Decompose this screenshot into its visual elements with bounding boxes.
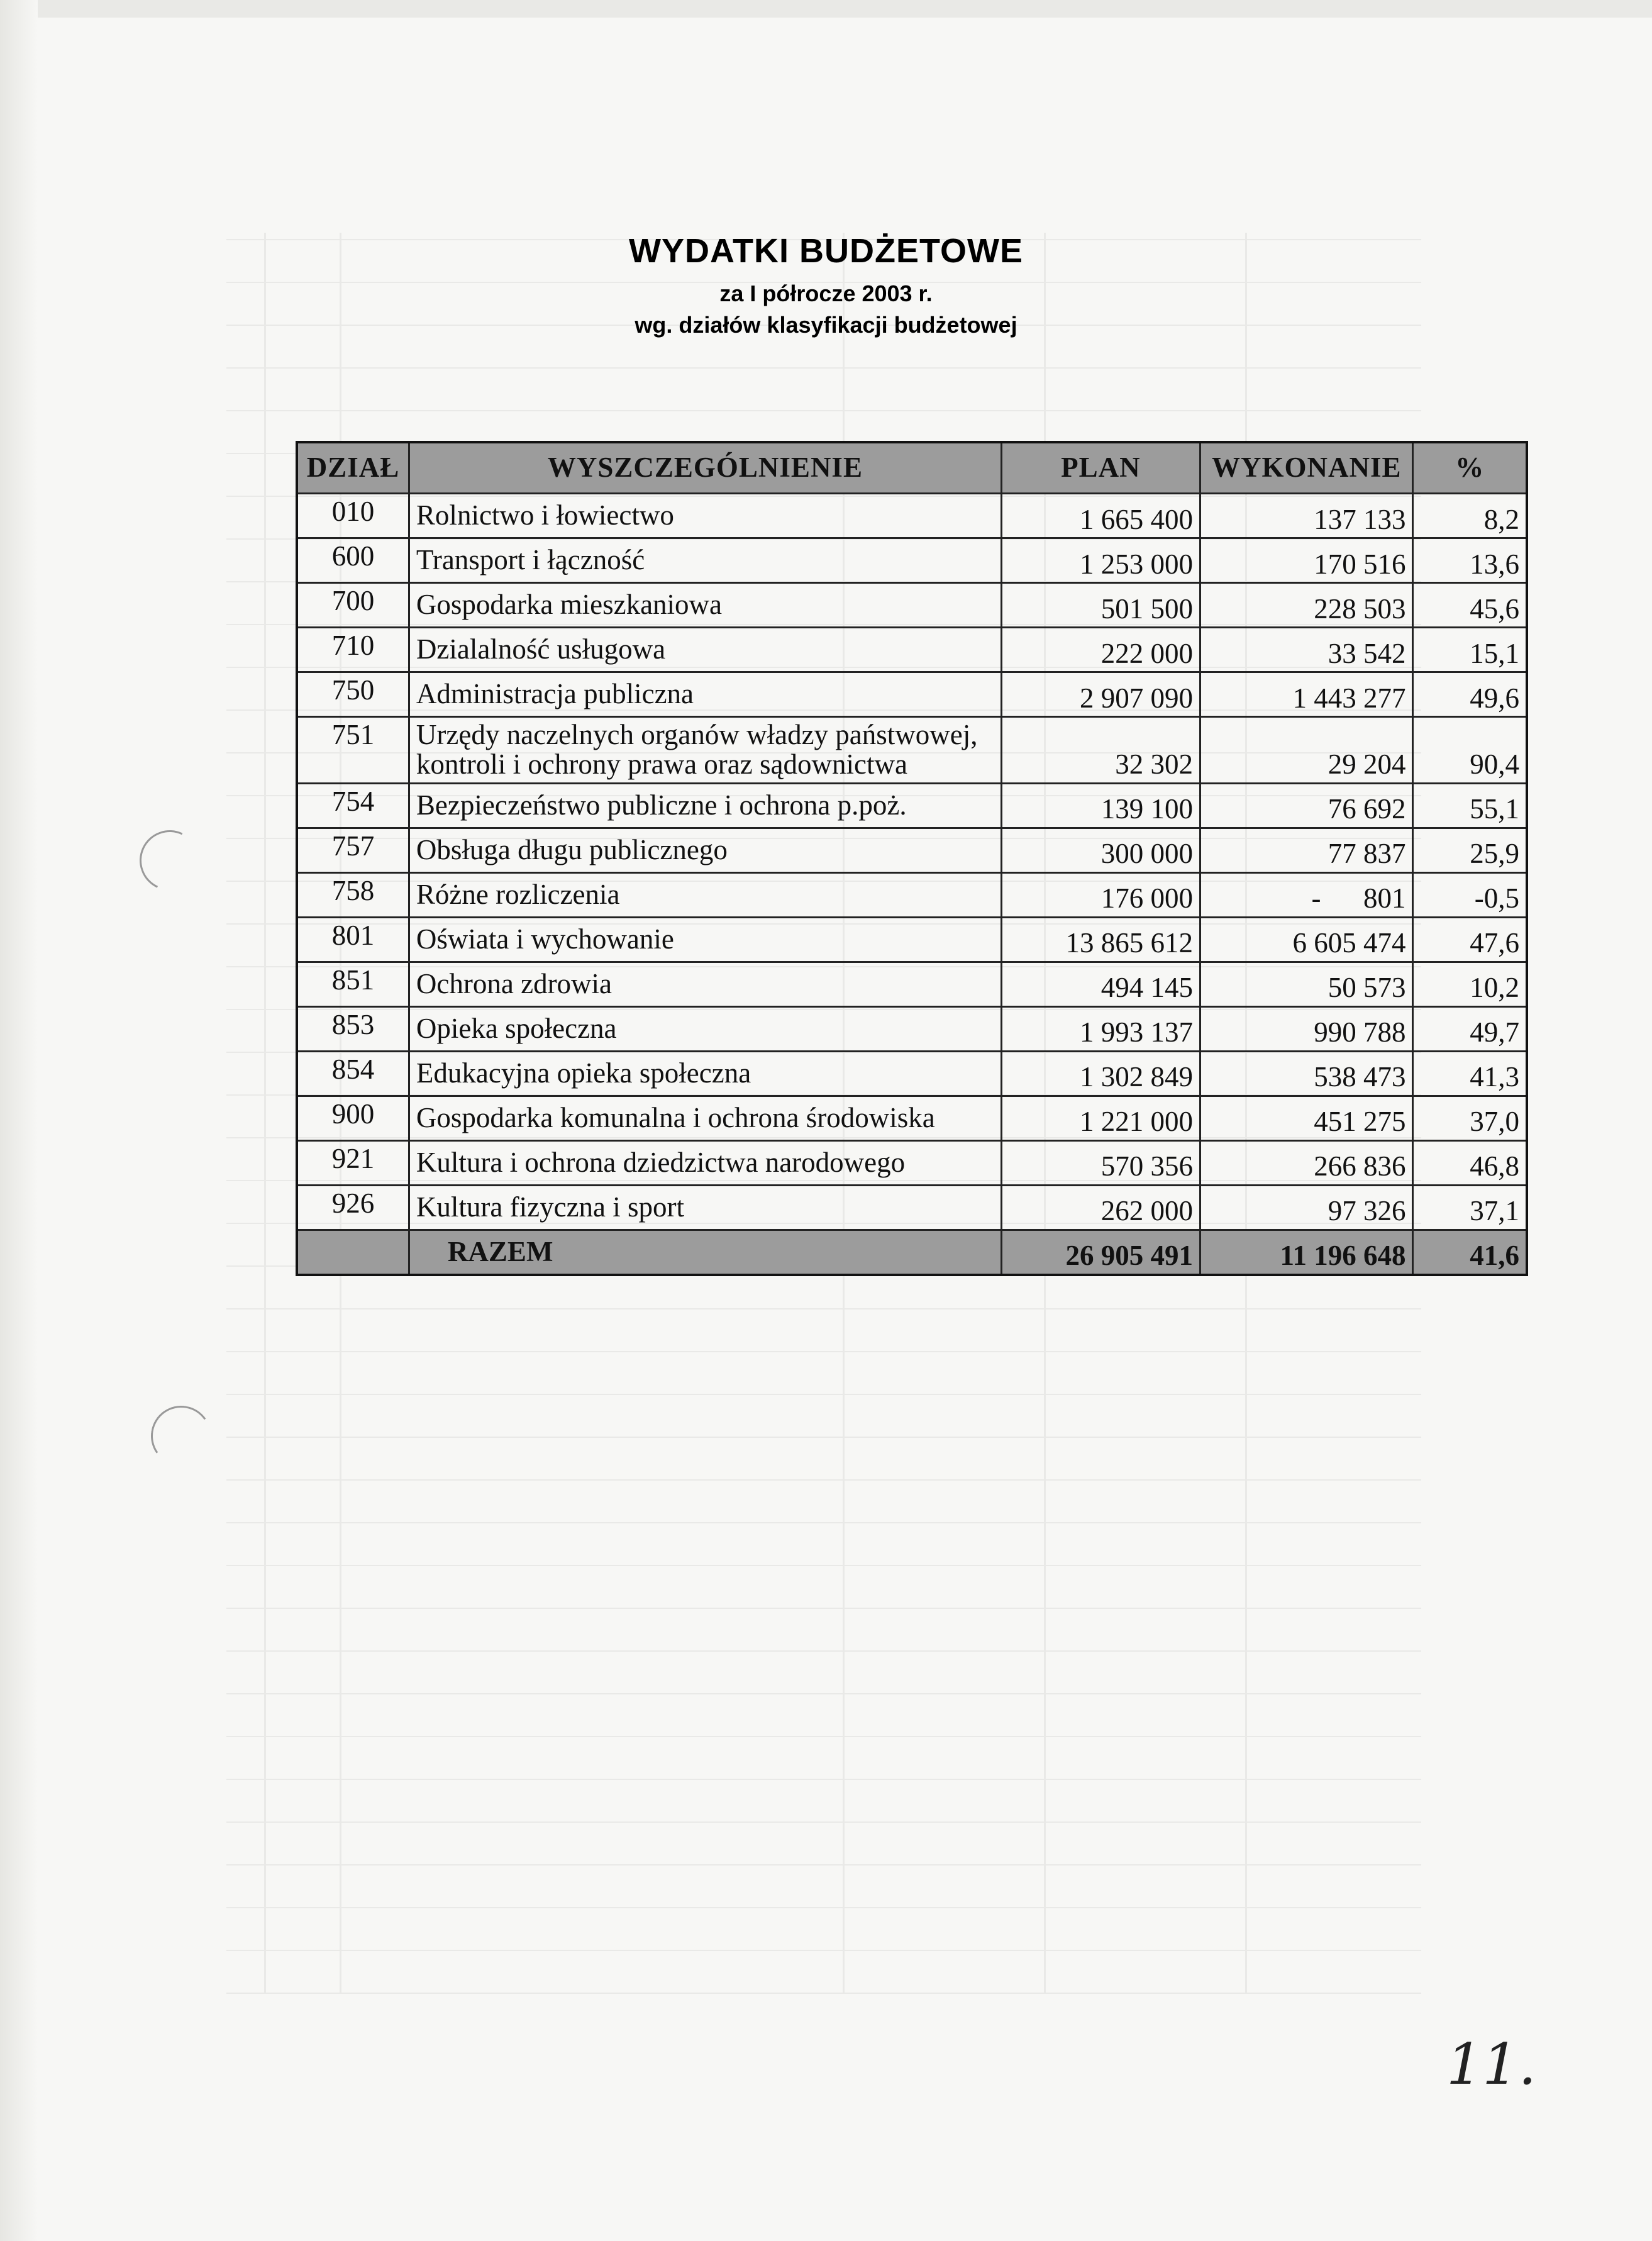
cell-name: Różne rozliczenia bbox=[409, 872, 1001, 917]
cell-plan: 32 302 bbox=[1001, 717, 1200, 784]
cell-percent: 37,1 bbox=[1413, 1185, 1527, 1230]
cell-code: 010 bbox=[297, 494, 409, 538]
cell-code: 801 bbox=[297, 917, 409, 962]
cell-plan: 13 865 612 bbox=[1001, 917, 1200, 962]
cell-plan: 1 993 137 bbox=[1001, 1006, 1200, 1051]
cell-percent: 15,1 bbox=[1413, 628, 1527, 672]
cell-name: Edukacyjna opieka społeczna bbox=[409, 1051, 1001, 1096]
cell-plan: 1 253 000 bbox=[1001, 538, 1200, 583]
cell-percent: -0,5 bbox=[1413, 872, 1527, 917]
cell-name: Gospodarka mieszkaniowa bbox=[409, 583, 1001, 628]
cell-percent: 37,0 bbox=[1413, 1096, 1527, 1140]
cell-percent: 49,6 bbox=[1413, 672, 1527, 717]
cell-wykonanie: 451 275 bbox=[1200, 1096, 1413, 1140]
table-row bbox=[297, 494, 1527, 538]
cell-code: 900 bbox=[297, 1096, 409, 1140]
cell-code: 758 bbox=[297, 872, 409, 917]
cell-percent: 46,8 bbox=[1413, 1140, 1527, 1185]
document-subtitle-classification: wg. działów klasyfikacji budżetowej bbox=[635, 312, 1017, 338]
table-row bbox=[297, 962, 1527, 1006]
table-row bbox=[297, 783, 1527, 828]
cell-code: 921 bbox=[297, 1140, 409, 1185]
cell-wykonanie: 228 503 bbox=[1200, 583, 1413, 628]
cell-wykonanie: 50 573 bbox=[1200, 962, 1413, 1006]
table-row bbox=[297, 1096, 1527, 1140]
cell-wykonanie: 170 516 bbox=[1200, 538, 1413, 583]
cell-percent: 47,6 bbox=[1413, 917, 1527, 962]
handwritten-page-number: 11. bbox=[1446, 2032, 1537, 2098]
cell-percent: 13,6 bbox=[1413, 538, 1527, 583]
cell-code: 600 bbox=[297, 538, 409, 583]
table-row bbox=[297, 1051, 1527, 1096]
punch-hole-mark bbox=[131, 821, 208, 899]
table-row bbox=[297, 872, 1527, 917]
cell-plan: 494 145 bbox=[1001, 962, 1200, 1006]
total-plan: 26 905 491 bbox=[1001, 1230, 1200, 1275]
total-label: RAZEM bbox=[409, 1230, 1001, 1275]
cell-percent: 41,3 bbox=[1413, 1051, 1527, 1096]
header-dzial: DZIAŁ bbox=[297, 442, 409, 494]
cell-wykonanie: 6 605 474 bbox=[1200, 917, 1413, 962]
header-wyszczegolnienie: WYSZCZEGÓLNIENIE bbox=[409, 442, 1001, 494]
budget-table bbox=[296, 441, 1528, 1276]
cell-plan: 1 665 400 bbox=[1001, 494, 1200, 538]
table-total-row bbox=[297, 1230, 1527, 1275]
cell-wykonanie: 33 542 bbox=[1200, 628, 1413, 672]
cell-name: Opieka społeczna bbox=[409, 1006, 1001, 1051]
cell-code: 710 bbox=[297, 628, 409, 672]
cell-name: Administracja publiczna bbox=[409, 672, 1001, 717]
cell-wykonanie: 266 836 bbox=[1200, 1140, 1413, 1185]
cell-code: 854 bbox=[297, 1051, 409, 1096]
cell-plan: 139 100 bbox=[1001, 783, 1200, 828]
cell-code: 757 bbox=[297, 828, 409, 872]
table-row bbox=[297, 1140, 1527, 1185]
cell-name: Dzialalność usługowa bbox=[409, 628, 1001, 672]
cell-plan: 2 907 090 bbox=[1001, 672, 1200, 717]
table-row bbox=[297, 717, 1527, 784]
cell-name: Obsługa długu publicznego bbox=[409, 828, 1001, 872]
cell-name: Kultura fizyczna i sport bbox=[409, 1185, 1001, 1230]
cell-name: Transport i łączność bbox=[409, 538, 1001, 583]
table-row bbox=[297, 583, 1527, 628]
document-title: WYDATKI BUDŻETOWE bbox=[629, 232, 1023, 270]
total-wykonanie: 11 196 648 bbox=[1200, 1230, 1413, 1275]
scan-edge-top bbox=[0, 0, 1652, 18]
punch-hole-mark bbox=[146, 1401, 216, 1471]
cell-wykonanie: 137 133 bbox=[1200, 494, 1413, 538]
cell-name: Rolnictwo i łowiectwo bbox=[409, 494, 1001, 538]
table-row bbox=[297, 828, 1527, 872]
cell-wykonanie: 97 326 bbox=[1200, 1185, 1413, 1230]
cell-code: 754 bbox=[297, 783, 409, 828]
table-row bbox=[297, 917, 1527, 962]
cell-code: 750 bbox=[297, 672, 409, 717]
cell-code: 700 bbox=[297, 583, 409, 628]
cell-plan: 262 000 bbox=[1001, 1185, 1200, 1230]
cell-percent: 55,1 bbox=[1413, 783, 1527, 828]
cell-plan: 300 000 bbox=[1001, 828, 1200, 872]
cell-percent: 90,4 bbox=[1413, 717, 1527, 784]
cell-code: 853 bbox=[297, 1006, 409, 1051]
cell-code: 926 bbox=[297, 1185, 409, 1230]
table-row bbox=[297, 628, 1527, 672]
table-row bbox=[297, 538, 1527, 583]
table-row bbox=[297, 672, 1527, 717]
cell-name: Oświata i wychowanie bbox=[409, 917, 1001, 962]
cell-plan: 222 000 bbox=[1001, 628, 1200, 672]
table-row bbox=[297, 1006, 1527, 1051]
cell-wykonanie: - 801 bbox=[1200, 872, 1413, 917]
cell-wykonanie: 76 692 bbox=[1200, 783, 1413, 828]
cell-plan: 1 221 000 bbox=[1001, 1096, 1200, 1140]
total-percent: 41,6 bbox=[1413, 1230, 1527, 1275]
table-row bbox=[297, 1185, 1527, 1230]
table-header-row bbox=[297, 442, 1527, 494]
cell-plan: 570 356 bbox=[1001, 1140, 1200, 1185]
cell-code: 751 bbox=[297, 717, 409, 784]
cell-wykonanie: 538 473 bbox=[1200, 1051, 1413, 1096]
cell-name: Bezpieczeństwo publiczne i ochrona p.poż. bbox=[409, 783, 1001, 828]
cell-percent: 49,7 bbox=[1413, 1006, 1527, 1051]
document-subtitle-period: za I półrocze 2003 r. bbox=[719, 281, 933, 306]
cell-name: Urzędy naczelnych organów władzy państwowej, kontroli i ochrony prawa oraz sądownictwa bbox=[409, 717, 1001, 784]
cell-code: 851 bbox=[297, 962, 409, 1006]
cell-wykonanie: 990 788 bbox=[1200, 1006, 1413, 1051]
cell-name: Gospodarka komunalna i ochrona środowiska bbox=[409, 1096, 1001, 1140]
cell-plan: 176 000 bbox=[1001, 872, 1200, 917]
cell-wykonanie: 29 204 bbox=[1200, 717, 1413, 784]
cell-code-empty bbox=[297, 1230, 409, 1275]
cell-percent: 10,2 bbox=[1413, 962, 1527, 1006]
cell-name: Ochrona zdrowia bbox=[409, 962, 1001, 1006]
header-plan: PLAN bbox=[1001, 442, 1200, 494]
cell-percent: 8,2 bbox=[1413, 494, 1527, 538]
cell-name: Kultura i ochrona dziedzictwa narodowego bbox=[409, 1140, 1001, 1185]
cell-percent: 45,6 bbox=[1413, 583, 1527, 628]
cell-percent: 25,9 bbox=[1413, 828, 1527, 872]
header-percent: % bbox=[1413, 442, 1527, 494]
header-wykonanie: WYKONANIE bbox=[1200, 442, 1413, 494]
cell-wykonanie: 77 837 bbox=[1200, 828, 1413, 872]
cell-plan: 1 302 849 bbox=[1001, 1051, 1200, 1096]
cell-plan: 501 500 bbox=[1001, 583, 1200, 628]
cell-wykonanie: 1 443 277 bbox=[1200, 672, 1413, 717]
